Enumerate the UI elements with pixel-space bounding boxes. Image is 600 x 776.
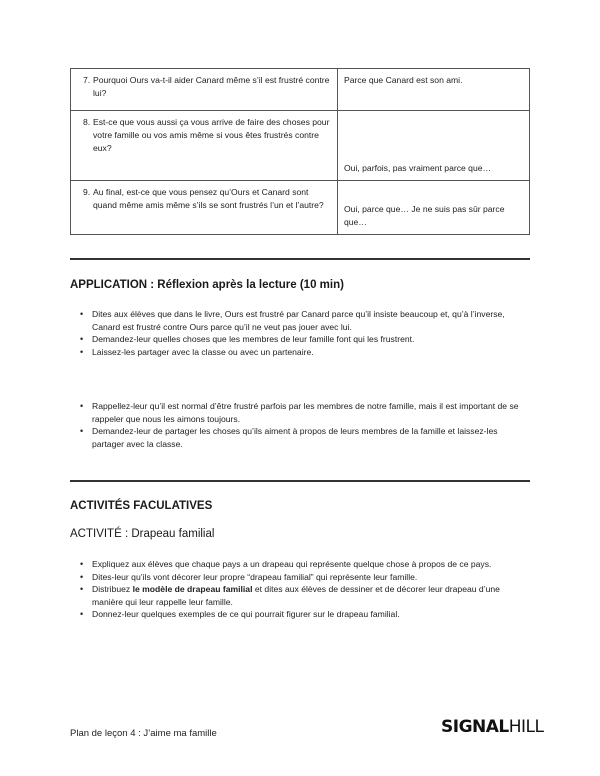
answer-cell [338,181,530,235]
optional-activities-heading: ACTIVITÉS FACULATIVES [70,500,213,512]
list-item: • Donnez-leur quelques exemples de ce qui pourrait figurer sur le drapeau familial. [80,608,520,621]
section-divider [70,258,530,260]
table-row [71,69,530,111]
application-bullets-1 [80,308,520,358]
list-item-text: Distribuez [92,584,133,595]
answer-cell [338,69,530,111]
list-item [80,583,520,608]
question-text: Est-ce que vous aussi ça vous arrive de faire des choses pour votre famille ou vos amis même si vous êtes frustrés contre eux? [93,117,330,153]
question-cell [71,181,338,235]
logo-part: HILL [508,717,544,737]
answer-text: Parce que Canard est son ami. [344,75,463,85]
activity-heading: ACTIVITÉ : Drapeau familial [70,528,215,540]
footer-lesson-title: Plan de leçon 4 : J’aime ma famille [70,728,217,739]
list-item: • Demandez-leur de partager les choses qu’ils aiment à propos de leurs membres de la famille et laissez-les partager avec la classe. [80,425,520,450]
activity-bullets [80,558,520,621]
answer-text: Oui, parfois, pas vraiment parce que… [344,163,492,173]
table-row [71,181,530,235]
list-item: • Rappellez-leur qu’il est normal d’être frustré parfois par les membres de notre famille, mais il est important de se rappeler que nous les aimons toujours. [80,400,520,425]
application-bullets-2 [80,400,520,450]
question-number: 7. [83,75,91,85]
section-divider [70,480,530,482]
logo-part: SIGNAL [441,717,509,737]
question-number: 8. [83,117,91,127]
signal-hill-logo [441,717,544,737]
answer-text: Oui, parce que… Je ne suis pas sûr parce que… [344,204,505,227]
question-cell [71,111,338,181]
application-heading: APPLICATION : Réflexion après la lecture (10 min) [70,279,344,291]
question-text: Pourquoi Ours va-t-il aider Canard même s’il est frustré contre lui? [93,75,330,98]
list-item: • Dites aux élèves que dans le livre, Ours est frustré par Canard parce qu’il insiste beaucoup et, qu’à l’inverse, Canard est frustré contre Ours parce qu’il ne veut pas jouer avec lui. [80,308,520,333]
template-link-text: le modèle de drapeau familial [132,584,253,595]
table-row [71,111,530,181]
list-item: • Expliquez aux élèves que chaque pays a un drapeau qui représente quelque chose à propos de ce pays. [80,558,520,571]
list-item-text: et dites aux élèves de dessiner et de décorer leur drapeau d’une manière qui leur rappelle leur famille. [92,584,500,607]
answer-cell [338,111,530,181]
list-item: • Dites-leur qu’ils vont décorer leur propre “drapeau familial” qui représente leur famille. [80,571,520,584]
question-cell [71,69,338,111]
questions-table [70,68,530,235]
question-number: 9. [83,187,91,197]
list-item: • Demandez-leur quelles choses que les membres de leur famille font qui les frustrent. [80,333,520,346]
list-item: • Laissez-les partager avec la classe ou avec un partenaire. [80,346,520,359]
question-text: Au final, est-ce que vous pensez qu’Ours et Canard sont quand même amis même s’ils se sont frustrés l’un et l’autre? [93,187,324,210]
